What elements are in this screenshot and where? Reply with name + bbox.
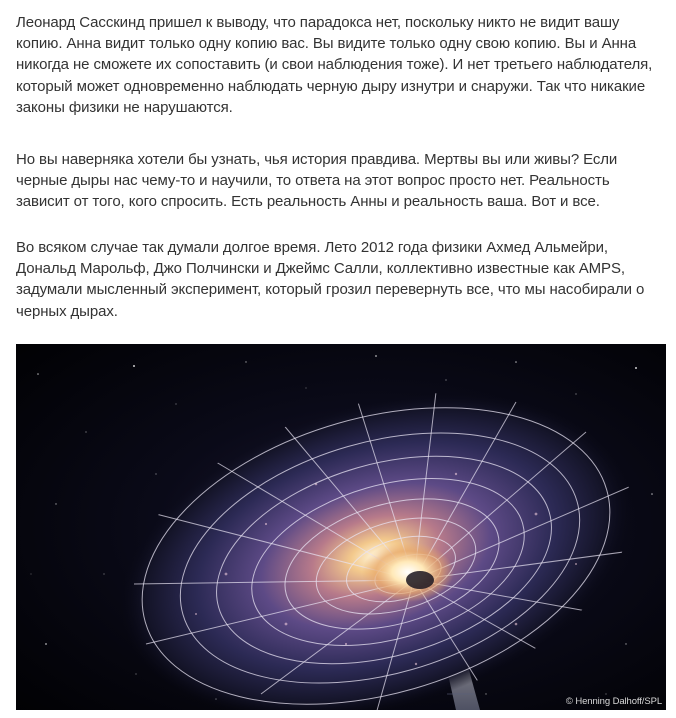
paragraph-line: Леонард Сасскинд пришел к выводу, что парадокса нет, поскольку никто не видит вашу <box>16 14 620 31</box>
black-hole-center <box>406 571 434 589</box>
paragraph-line: зависит от того, кого спросить. Есть реальность Анны и реальность ваша. Вот и все. <box>16 193 600 211</box>
paragraph-1 <box>16 12 652 118</box>
paragraph-line: задумали мысленный эксперимент, который грозил перевернуть все, что мы насобирали о <box>16 281 645 299</box>
paragraph-line: черные дыры нас чему-то и научили, то ответа на этот вопрос просто нет. Реальность <box>16 172 610 190</box>
paragraph-3 <box>16 237 644 322</box>
paragraph-line: Но вы наверняка хотели бы узнать, чья история правдива. Мертвы вы или живы? Если <box>16 151 618 168</box>
paragraph-line: который может одновременно наблюдать черную дыру изнутри и снаружи. Так что никакие <box>16 77 646 95</box>
paragraph-2 <box>16 149 617 213</box>
galactic-core <box>362 542 454 602</box>
paragraph-line: Во всяком случае так думали долгое время. Лето 2012 года физики Ахмед Альмейри, <box>16 239 608 256</box>
image-credit: © Henning Dalhoff/SPL <box>565 696 662 707</box>
paragraph-line: законы физики не нарушаются. <box>16 98 233 116</box>
paragraph-line: никогда не сможете их сопоставить (и свои наблюдения тоже). И нет третьего наблюдателя, <box>16 56 653 74</box>
galaxy-funnel-image <box>16 344 666 710</box>
black-hole-illustration <box>16 344 666 710</box>
paragraph-line: черных дырах. <box>16 302 118 320</box>
paragraph-line: Дональд Марольф, Джо Полчински и Джеймс Салли, коллективно известные как AMPS, <box>16 260 625 278</box>
paragraph-line: копию. Анна видит только одну копию вас. Вы видите только одну свою копию. Вы и Анна <box>16 35 637 53</box>
